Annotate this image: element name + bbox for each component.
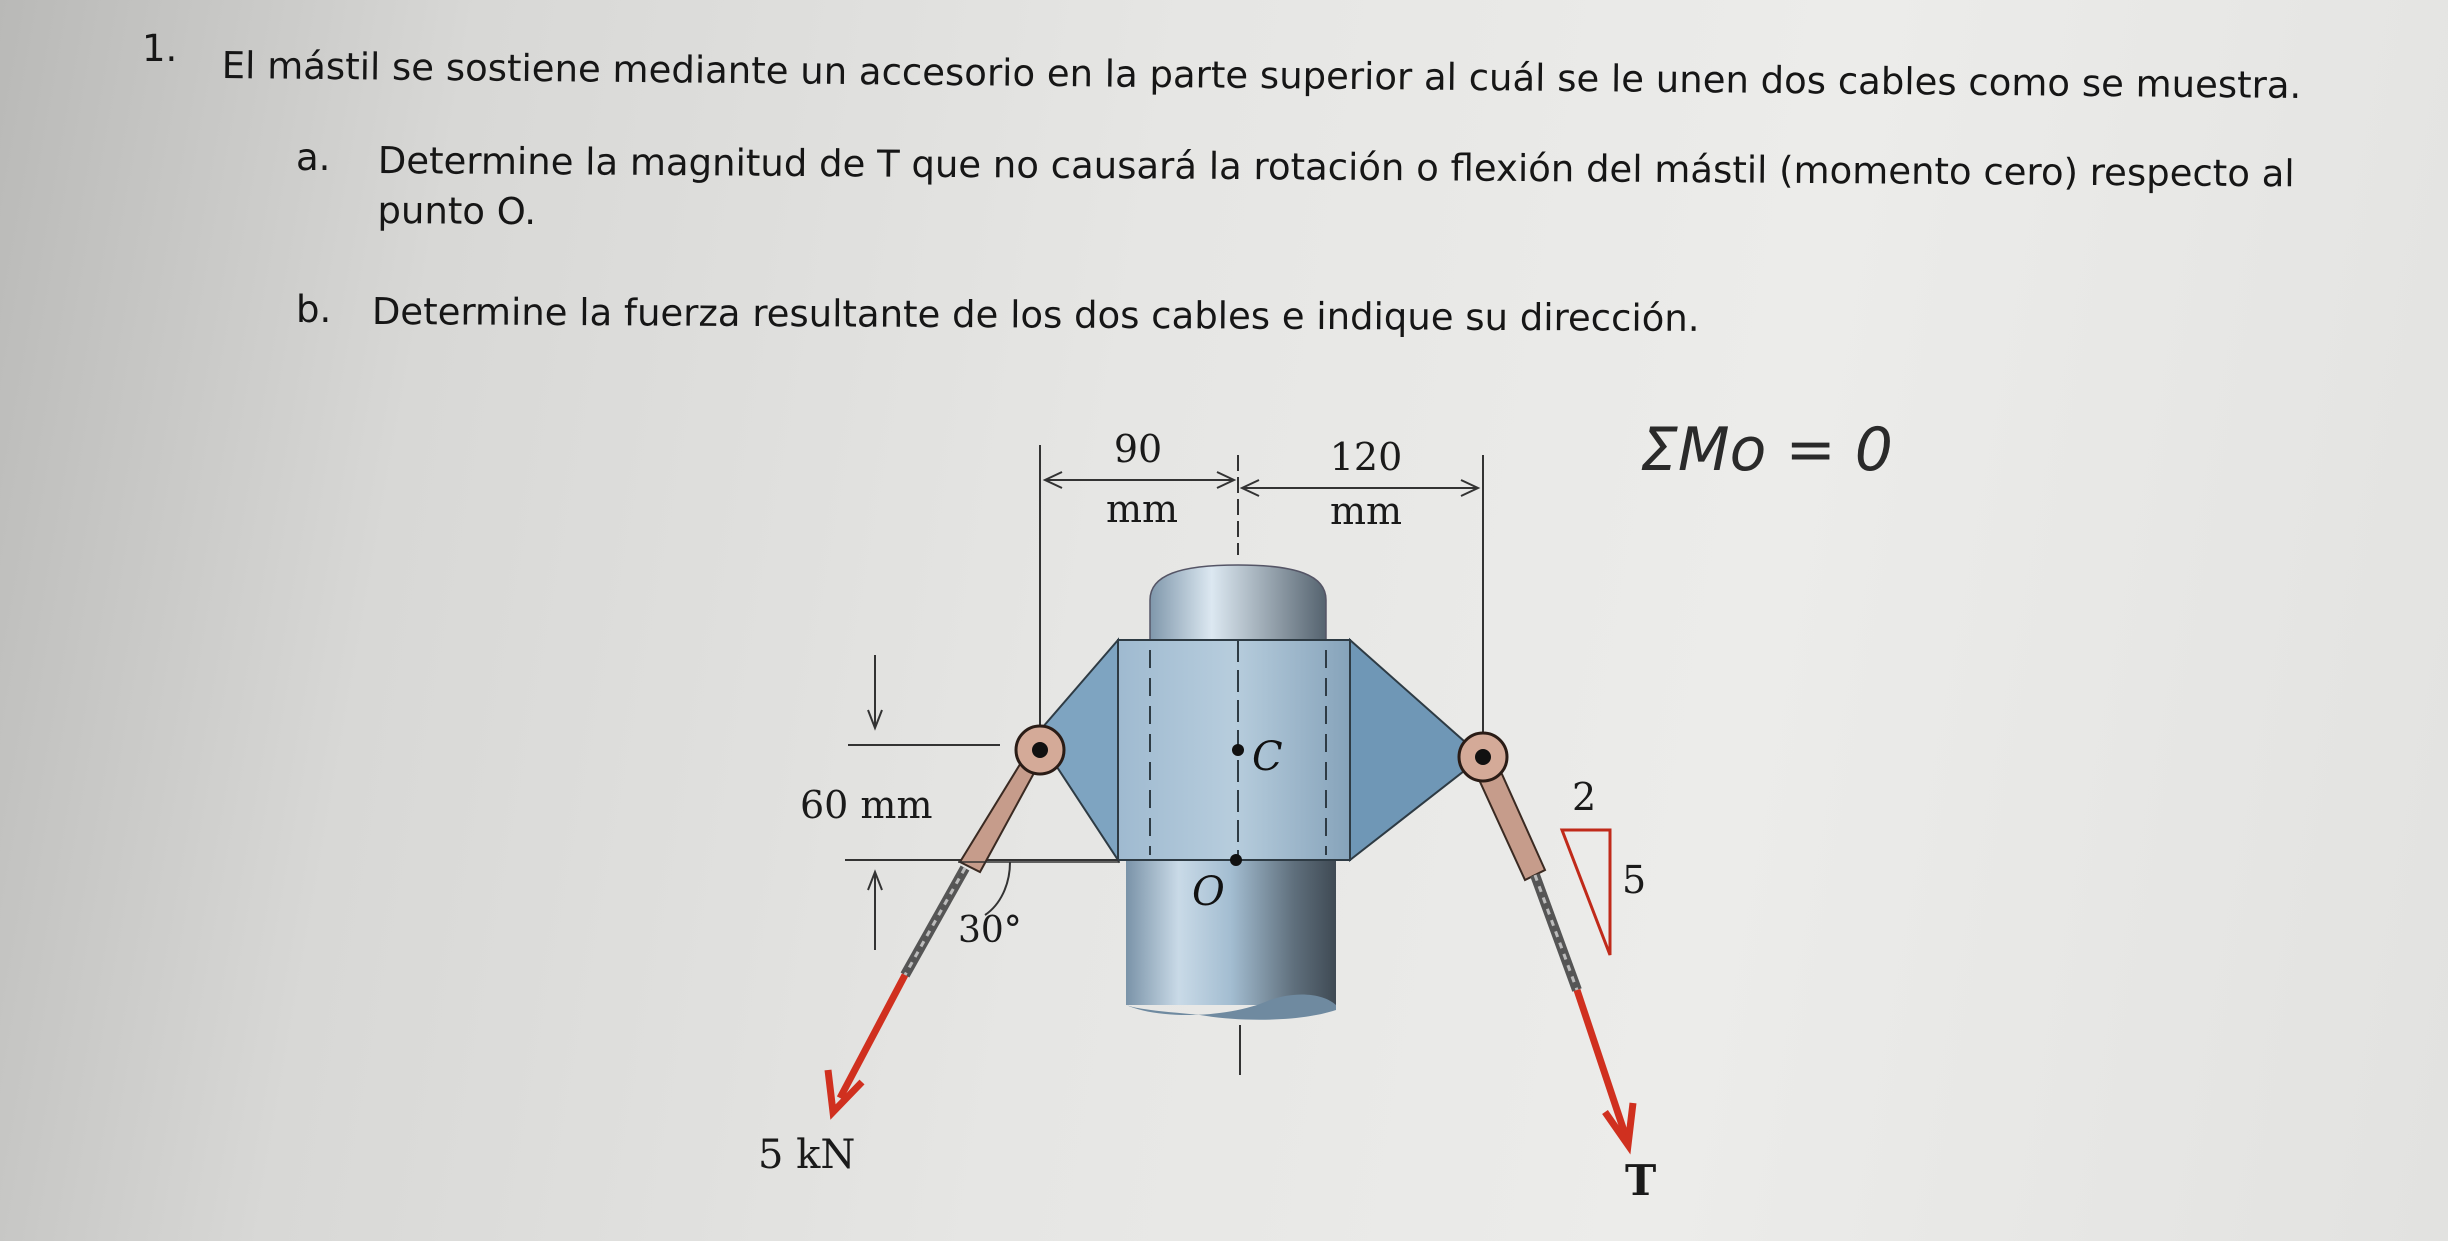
part-a-letter: a. (296, 136, 331, 179)
slope-rise-label: 2 (1572, 775, 1597, 819)
problem-number: 1. (142, 27, 178, 70)
label-c: C (1252, 734, 1283, 780)
point-c-dot (1232, 744, 1244, 756)
mast-cap (1150, 565, 1326, 640)
dim-right-value: 120 (1329, 435, 1403, 479)
force-5kn-arrow (840, 975, 905, 1098)
force-right-label: T (1625, 1156, 1657, 1205)
force-left-label: 5 kN (758, 1132, 856, 1178)
part-b-text: Determine la fuerza resultante de los dos cables e indique su dirección. (371, 290, 1700, 340)
angle-label: 30° (958, 910, 1022, 951)
label-o: O (1192, 869, 1225, 915)
problem-statement: El mástil se sostiene mediante un accesorio en la parte superior al cuál se le unen dos cables como se muestra. (221, 44, 2302, 107)
slope-run-label: 5 (1622, 858, 1647, 902)
force-t-arrow (1577, 990, 1627, 1140)
part-b-letter: b. (296, 288, 332, 331)
dim-right-unit: mm (1329, 489, 1403, 533)
handwritten-note: ΣMo = 0 (1640, 415, 1893, 485)
part-a-text: Determine la magnitud de T que no causará la rotación o flexión del mástil (momento cero) respecto al punto O. (377, 138, 2295, 234)
dim-left-value: 90 (1113, 427, 1163, 471)
dim-vertical-label: 60 mm (800, 783, 933, 827)
point-o-dot (1230, 854, 1242, 866)
mast-lower (1126, 855, 1336, 1005)
dim-left-unit: mm (1105, 487, 1179, 531)
slope-triangle (1562, 830, 1610, 955)
